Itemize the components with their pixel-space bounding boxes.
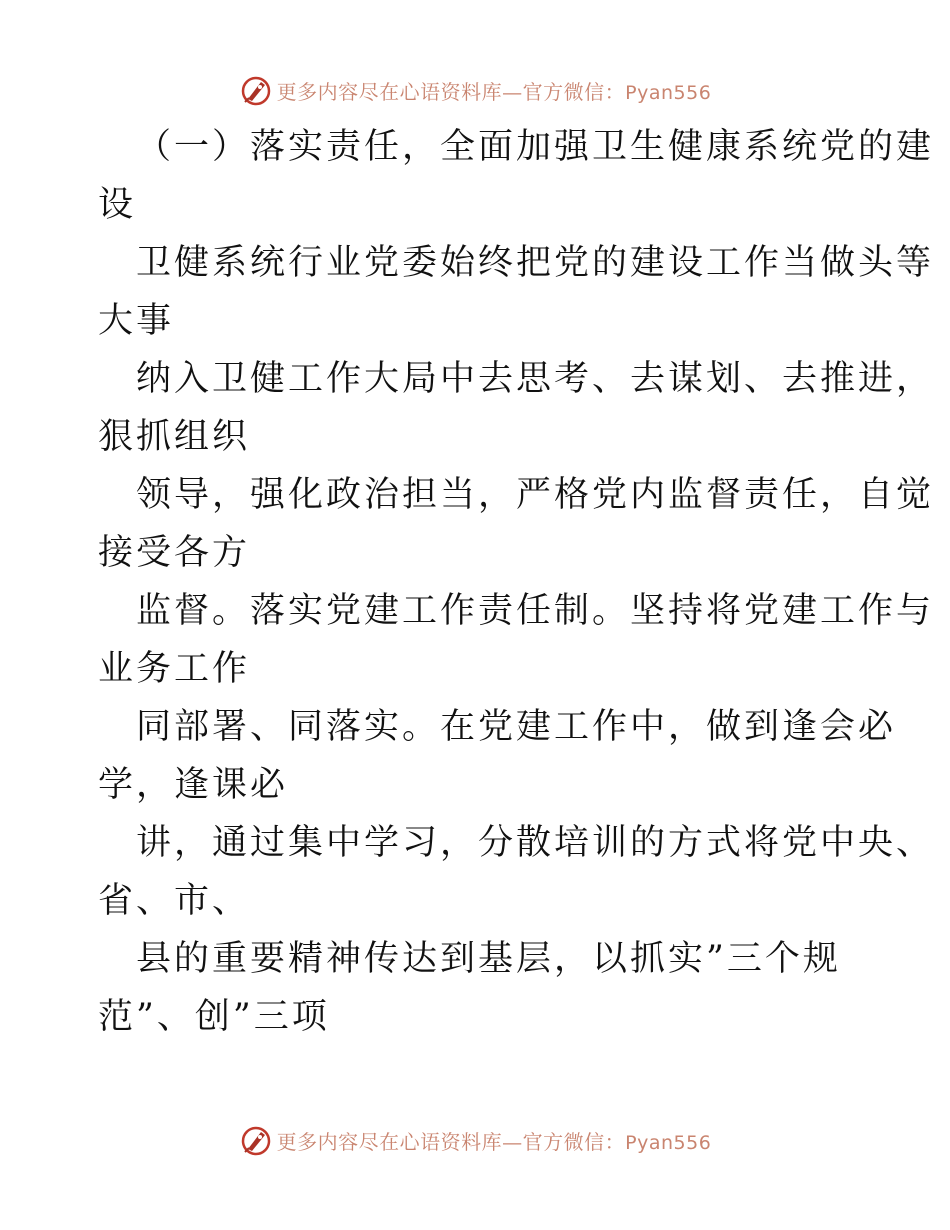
text-line: 纳入卫健工作大局中去思考、去谋划、去推进， <box>136 359 935 399</box>
watermark-wechat-label: 官方微信： <box>522 79 626 104</box>
text-line: 省、市、 <box>98 881 251 921</box>
text-line: 设 <box>98 185 137 225</box>
section-heading-line: （一）落实责任，全面加强卫生健康系统党的建 <box>136 127 935 167</box>
watermark-text <box>277 76 712 105</box>
text-line: 狠抓组织 <box>98 417 251 457</box>
header-watermark <box>0 70 950 110</box>
watermark-dash: — <box>502 79 523 104</box>
watermark-dash: — <box>502 1129 523 1154</box>
document-body <box>98 118 935 1046</box>
text-line: 学，逢课必 <box>98 765 289 805</box>
text-line: 县的重要精神传达到基层，以抓实”三个规 <box>136 939 841 979</box>
pen-nib-logo-icon <box>239 73 273 107</box>
text-line: 讲，通过集中学习，分散培训的方式将党中央、 <box>136 823 935 863</box>
text-line: 同部署、同落实。在党建工作中，做到逢会必 <box>136 707 897 747</box>
watermark-text <box>277 1126 712 1155</box>
watermark-wechat-label: 官方微信： <box>522 1129 626 1154</box>
text-line: 业务工作 <box>98 649 251 689</box>
text-line: 接受各方 <box>98 533 251 573</box>
text-line: 领导，强化政治担当，严格党内监督责任，自觉 <box>136 475 935 515</box>
text-line: 监督。落实党建工作责任制。坚持将党建工作与 <box>136 591 935 631</box>
footer-watermark <box>0 1120 950 1160</box>
watermark-wechat-id: Pyan556 <box>625 81 712 104</box>
text-line: 范”、创”三项 <box>98 997 330 1037</box>
text-line: 卫健系统行业党委始终把党的建设工作当做头等 <box>136 243 935 283</box>
watermark-site-text: 更多内容尽在心语资料库 <box>276 79 503 104</box>
text-line: 大事 <box>98 301 175 341</box>
watermark-wechat-id: Pyan556 <box>625 1131 712 1154</box>
pen-nib-logo-icon <box>239 1123 273 1157</box>
watermark-site-text: 更多内容尽在心语资料库 <box>276 1129 503 1154</box>
